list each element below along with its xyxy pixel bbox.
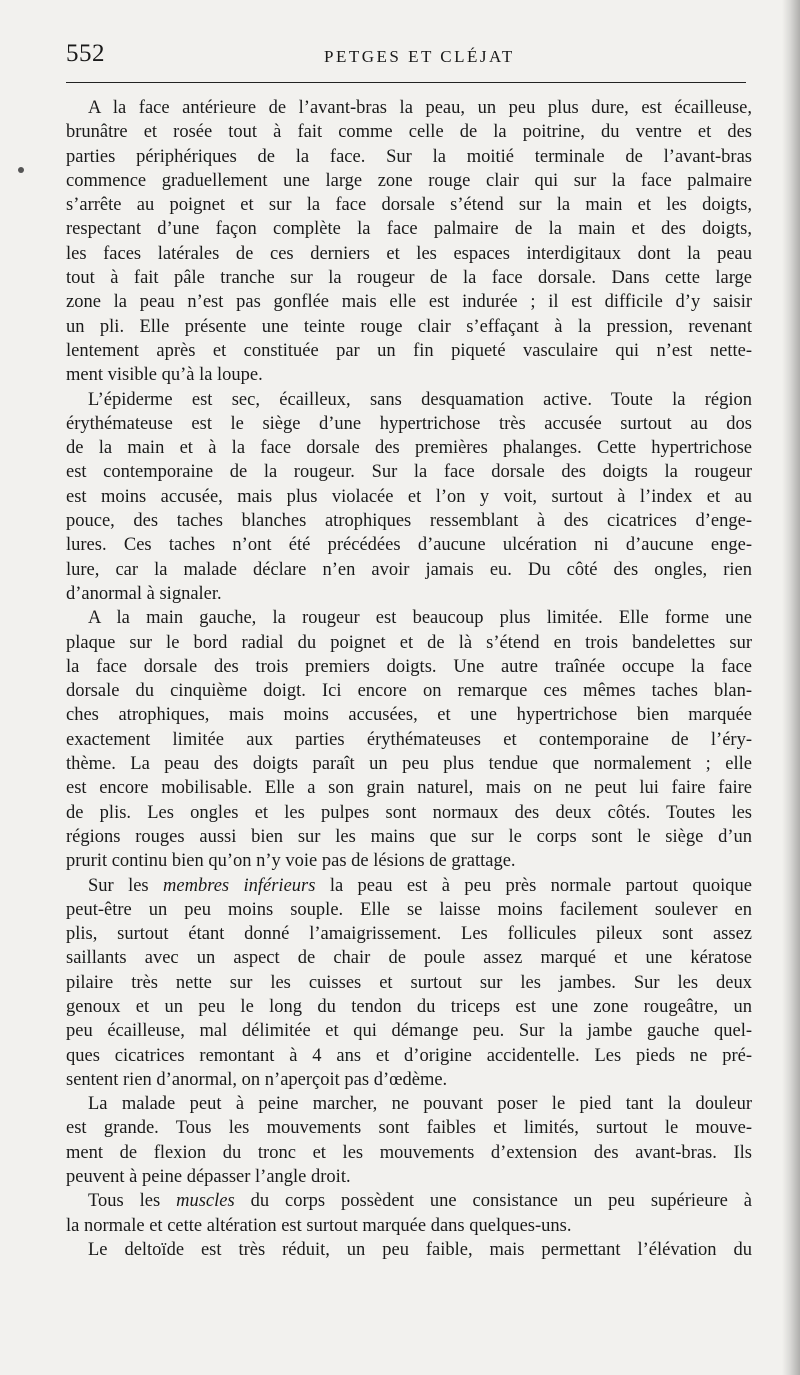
text-line [66,558,752,582]
text-segment: la peau est à peu près normale partout quoique [315,875,753,896]
running-head: PETGES ET CLÉJAT [324,47,515,66]
text-segment: lures. Ces taches n’ont été précédées d’aucune ulcération ni d’aucune enge- [66,535,752,556]
text-line [66,509,752,533]
text-line [66,1092,752,1116]
text-line [66,874,752,898]
text-line [66,388,752,412]
text-line [66,242,752,266]
text-segment: A la main gauche, la rougeur est beaucoup plus limitée. Elle forme une [88,608,752,629]
text-segment: Sur les [88,875,164,896]
text-line [66,1019,752,1043]
text-line [66,1238,752,1262]
text-line [66,436,752,460]
text-line [66,169,752,193]
text-line [66,582,752,606]
text-segment: lure, car la malade déclare n’en avoir jamais eu. Du côté des ongles, rien [66,559,752,580]
text-segment: pilaire très nette sur les cuisses et surtout sur les jambes. Sur les deux [66,972,752,993]
page-header [66,40,746,76]
text-line [66,485,752,509]
text-line [66,290,752,314]
text-segment: régions rouges aussi bien sur les mains que sur le corps sont le siège d’un [66,826,752,847]
text-segment: lentement après et constituée par un fin piqueté vasculaire qui n’est nette- [66,340,752,361]
text-segment: ment visible qu’à la loupe. [66,365,263,386]
text-segment: peuvent à peine dépasser l’angle droit. [66,1167,351,1188]
text-segment: érythémateuse est le siège d’une hypertrichose très accusée surtout au dos [66,413,752,434]
text-line [66,801,752,825]
text-line [66,533,752,557]
text-segment: genoux et un peu le long du tendon du triceps est une zone rougeâtre, un [66,996,752,1017]
text-segment: thème. La peau des doigts paraît un peu plus tendue que normalement ; elle [66,754,752,775]
text-segment: de la main et à la face dorsale des premières phalanges. Cette hypertrichose [66,438,752,459]
text-line [66,898,752,922]
text-line [66,412,752,436]
text-line [66,1165,752,1189]
body-text [66,96,752,1262]
text-segment: parties périphériques de la face. Sur la moitié terminale de l’avant-bras [66,146,752,167]
text-segment: dorsale du cinquième doigt. Ici encore on remarque ces mêmes taches blan- [66,681,752,702]
text-segment: plaque sur le bord radial du poignet et de là s’étend en trois bandelettes sur [66,632,752,653]
text-segment: muscles [176,1191,235,1212]
text-segment: A la face antérieure de l’avant-bras la peau, un peu plus dure, est écailleuse, [88,98,752,118]
text-segment: s’arrête au poignet et sur la face dorsale s’étend sur la main et les doigts, [66,195,752,216]
text-line [66,120,752,144]
text-segment: pouce, des taches blanches atrophiques ressemblant à des cicatrices d’enge- [66,511,752,532]
text-line [66,679,752,703]
text-line [66,193,752,217]
text-line [66,606,752,630]
text-segment: saillants avec un aspect de chair de poule assez marqué et une kératose [66,948,752,969]
text-line [66,339,752,363]
text-line [66,460,752,484]
text-line [66,922,752,946]
text-line [66,655,752,679]
text-segment: la normale et cette altération est surtout marquée dans quelques-uns. [66,1215,572,1236]
text-segment: membres inférieurs [163,875,316,896]
text-line [66,728,752,752]
text-line [66,1116,752,1140]
text-segment: est grande. Tous les mouvements sont faibles et limités, surtout le mouve- [66,1118,752,1139]
text-segment: Tous les [88,1191,177,1212]
text-line [66,1068,752,1092]
text-segment: exactement limitée aux parties érythémateuses et contemporaine de l’éry- [66,729,752,750]
text-segment: un pli. Elle présente une teinte rouge clair s’effaçant à la pression, revenant [66,316,752,337]
text-segment: du corps possèdent une consistance un peu supérieure à [234,1191,752,1212]
text-line [66,363,752,387]
text-segment: respectant d’une façon complète la face palmaire de la main et des doigts, [66,219,752,240]
text-line [66,995,752,1019]
text-line [66,946,752,970]
text-line [66,315,752,339]
page-number: 552 [66,40,105,67]
text-line [66,1214,752,1238]
text-segment: brunâtre et rosée tout à fait comme celle de la poitrine, du ventre et des [66,122,752,143]
text-line [66,703,752,727]
text-line [66,849,752,873]
text-segment: la face dorsale des trois premiers doigts. Une autre traînée occupe la face [66,656,752,677]
text-line [66,1141,752,1165]
text-segment: d’anormal à signaler. [66,583,222,604]
text-segment: est encore mobilisable. Elle a son grain naturel, mais on ne peut lui faire faire [66,778,752,799]
text-segment: prurit continu bien qu’on n’y voie pas de lésions de grattage. [66,851,516,872]
text-line [66,266,752,290]
text-line [66,971,752,995]
text-segment: Le deltoïde est très réduit, un peu faible, mais permettant l’élévation du [88,1239,752,1260]
text-segment: est moins accusée, mais plus violacée et l’on y voit, surtout à l’index et au [66,486,752,507]
text-line [66,145,752,169]
header-rule [66,82,746,83]
text-segment: zone la peau n’est pas gonflée mais elle est indurée ; il est difficile d’y saisir [66,292,752,313]
text-segment: ches atrophiques, mais moins accusées, et une hypertrichose bien marquée [66,705,752,726]
margin-dot [18,167,24,173]
text-segment: tout à fait pâle tranche sur la rougeur de la face dorsale. Dans cette large [66,268,752,289]
text-line [66,96,752,120]
text-segment: peut-être un peu moins souple. Elle se laisse moins facilement soulever en [66,899,752,920]
text-segment: les faces latérales de ces derniers et les espaces interdigitaux dont la peau [66,243,752,264]
text-segment: plis, surtout étant donné l’amaigrissement. Les follicules pileux sont assez [66,924,752,945]
text-segment: La malade peut à peine marcher, ne pouvant poser le pied tant la douleur [88,1094,752,1115]
text-line [66,825,752,849]
text-line [66,752,752,776]
text-line [66,631,752,655]
text-segment: de plis. Les ongles et les pulpes sont normaux des deux côtés. Toutes les [66,802,752,823]
text-line [66,776,752,800]
text-segment: ment de flexion du tronc et les mouvements d’extension des avant-bras. Ils [66,1142,752,1163]
page-edge-shadow [782,0,800,1375]
text-segment: sentent rien d’anormal, on n’aperçoit pas d’œdème. [66,1069,448,1090]
text-segment: L’épiderme est sec, écailleux, sans desquamation active. Toute la région [88,389,752,410]
text-segment: est contemporaine de la rougeur. Sur la face dorsale des doigts la rougeur [66,462,752,483]
text-line [66,217,752,241]
text-segment: ques cicatrices remontant à 4 ans et d’origine accidentelle. Les pieds ne pré- [66,1045,752,1066]
text-segment: commence graduellement une large zone rouge clair qui sur la face palmaire [66,170,752,191]
text-line [66,1189,752,1213]
text-line [66,1044,752,1068]
text-segment: peu écailleuse, mal délimitée et qui démange peu. Sur la jambe gauche quel- [66,1021,752,1042]
